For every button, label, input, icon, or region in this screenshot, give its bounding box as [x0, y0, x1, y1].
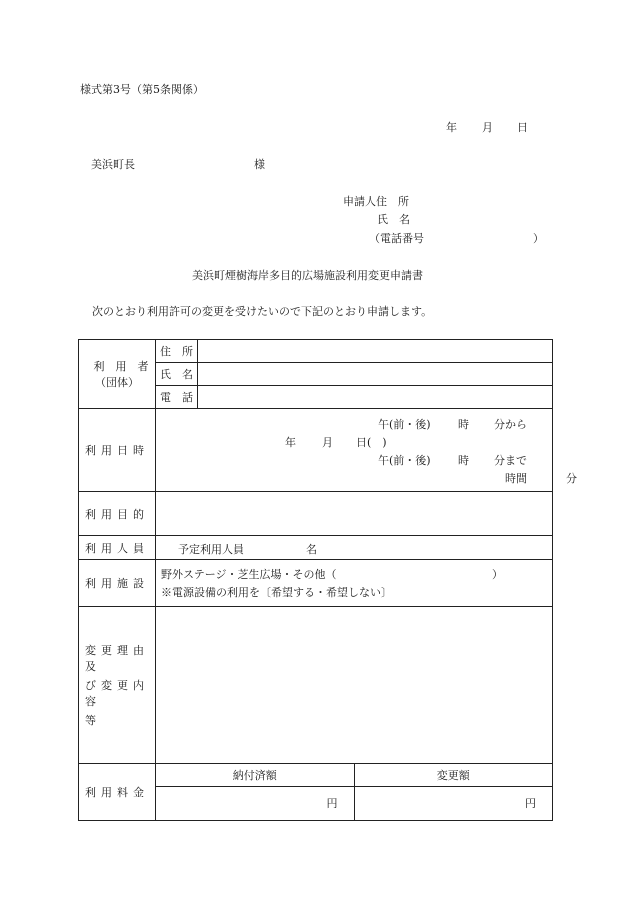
duration-hours: 時間 — [505, 472, 527, 485]
change-amount-field[interactable] — [354, 786, 552, 820]
fee-subtable-cell — [156, 764, 553, 821]
phone-label: 電 話 — [156, 386, 198, 409]
address-label: 住 所 — [156, 340, 198, 363]
paid-amount-header: 納付済額 — [156, 764, 354, 786]
address-field[interactable] — [198, 340, 553, 363]
power-usage-note: ※電源設備の利用を〔希望する・希望しない〕 — [161, 586, 392, 599]
application-form-table — [78, 339, 577, 821]
date-year-label: 年 — [446, 121, 457, 134]
date-month-label: 月 — [482, 121, 493, 134]
reason-label-line2: び変更内容 — [85, 679, 149, 708]
fee-subtable — [156, 764, 552, 820]
duration-minutes: 分 — [566, 472, 577, 485]
form-number: 様式第3号（第5条関係） — [80, 83, 204, 96]
applicant-phone-close: ） — [533, 232, 544, 245]
date-day-label: 日 — [517, 121, 528, 134]
name-label: 氏 名 — [156, 363, 198, 386]
reason-row — [79, 607, 553, 764]
date-month: 月 — [322, 436, 333, 449]
applicant-address-label: 申請人住 所 — [343, 195, 409, 208]
date-year: 年 — [285, 436, 296, 449]
applicant-phone-label: （電話番号 — [369, 232, 424, 245]
user-label: 利 用 者 — [93, 360, 149, 373]
purpose-field[interactable] — [156, 492, 553, 536]
document-title: 美浜町煙樹海岸多目的広場施設利用変更申請書 — [192, 269, 423, 282]
facility-label: 利用施設 — [79, 560, 156, 607]
datetime-field[interactable] — [156, 409, 577, 492]
purpose-label: 利用目的 — [79, 492, 156, 536]
start-ampm: 午(前・後) — [378, 418, 431, 431]
paid-amount-field[interactable] — [156, 786, 354, 820]
user-address-row — [79, 340, 553, 363]
end-hour: 時 — [458, 454, 469, 467]
user-label-cell — [79, 340, 156, 409]
datetime-row — [79, 409, 553, 492]
end-ampm: 午(前・後) — [378, 454, 431, 467]
facility-row — [79, 560, 553, 607]
people-unit: 名 — [306, 543, 317, 556]
people-row — [79, 536, 553, 560]
date-day: 日( ) — [356, 436, 387, 449]
purpose-row — [79, 492, 553, 536]
fee-label: 利用料金 — [79, 764, 156, 821]
name-field[interactable] — [198, 363, 553, 386]
change-yen-unit: 円 — [525, 797, 536, 811]
reason-label-line3: 等 — [85, 714, 96, 727]
facility-options: 野外ステージ・芝生広場・その他（ — [161, 568, 337, 581]
reason-label-line1: 変更理由及 — [85, 644, 149, 673]
change-amount-header: 変更額 — [354, 764, 552, 786]
reason-label-cell — [79, 607, 156, 764]
end-until: 分まで — [494, 454, 527, 467]
paid-yen-unit: 円 — [326, 797, 338, 811]
reason-field[interactable] — [156, 607, 553, 764]
start-hour: 時 — [458, 418, 469, 431]
honorific: 様 — [254, 158, 265, 171]
datetime-label: 利用日時 — [79, 409, 156, 492]
people-label: 利用人員 — [79, 536, 156, 560]
people-field[interactable] — [156, 536, 553, 560]
start-from: 分から — [494, 418, 527, 431]
user-group-label: （団体） — [95, 376, 139, 389]
fee-row — [79, 764, 553, 821]
addressee: 美浜町長 — [91, 158, 135, 171]
intro-text: 次のとおり利用許可の変更を受けたいので下記のとおり申請します。 — [92, 305, 433, 318]
facility-options-close: ） — [492, 568, 503, 581]
planned-people-label: 予定利用人員 — [178, 543, 244, 556]
applicant-name-label: 氏 名 — [377, 213, 410, 226]
facility-field[interactable] — [156, 560, 553, 607]
phone-field[interactable] — [198, 386, 553, 409]
